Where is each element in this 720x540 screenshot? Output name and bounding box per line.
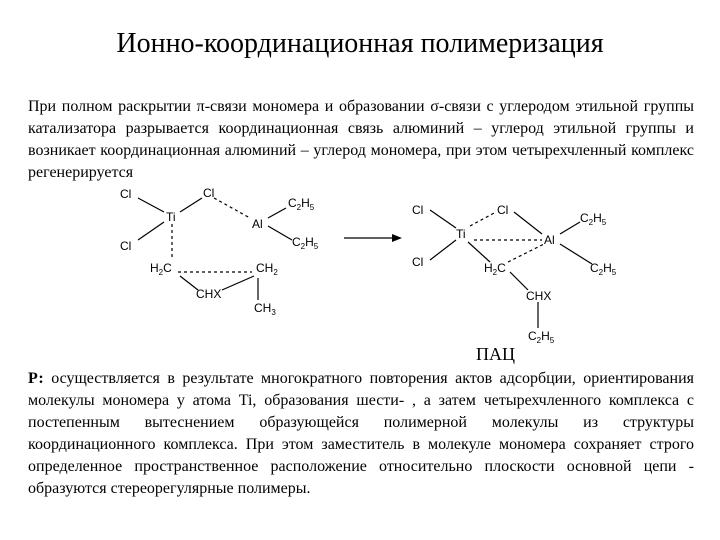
intro-paragraph: При полном раскрытии π-связи мономера и образовании σ-связи с углеродом этильной группы катализатора разрывается координационная связь алюминий – углерод этильной группы и возникает координационная алюминий – углерод мономера, при этом четырехчленный комплекс регенерируется: [28, 98, 694, 181]
bond-al-c2h5-right: [560, 244, 592, 264]
slide-title: Ионно-координационная полимеризация: [116, 28, 604, 59]
left-cl-top-left: Cl: [120, 187, 132, 201]
left-complex: [138, 198, 292, 300]
bond-cl-ti: [138, 198, 164, 212]
complex-caption: ПАЦ: [476, 344, 515, 364]
coord-bond-ti-cl: [470, 212, 496, 226]
note-label: Р:: [28, 370, 44, 387]
left-chx: CHX: [196, 287, 222, 301]
bond-cl-al: [514, 212, 542, 234]
left-al: Al: [252, 217, 263, 231]
coord-bond-cl-al: [214, 198, 250, 218]
left-ch3: $CH_3$: [254, 301, 276, 317]
reaction-arrow: [344, 234, 402, 242]
bond-cl-ti: [430, 210, 456, 228]
bond-ti-cl: [180, 198, 202, 212]
note-paragraph: [28, 368, 694, 500]
bond-cl-ti-lower: [138, 222, 164, 240]
coord-bond-h2c-al: [508, 244, 544, 262]
bond-al-c2h5-top: [560, 222, 580, 234]
right-al: Al: [544, 233, 555, 247]
left-cl-top: Cl: [203, 186, 215, 200]
bond-chx-ch2: [222, 276, 254, 290]
left-c2h5-top: $C_2H_5$: [288, 196, 315, 212]
bond-cl-ti-lower: [430, 240, 456, 260]
right-chx: CHX: [526, 289, 552, 303]
right-h2c: $H_2C$: [484, 261, 506, 277]
right-cl-bottom: Cl: [412, 255, 424, 269]
bond-h2c-chx: [510, 272, 528, 290]
left-cl-bottom: Cl: [120, 239, 132, 253]
right-cl-top-left: Cl: [412, 203, 424, 217]
note-text: осуществляется в результате многократного повторения актов адсорбции, ориентирования молекулы мономера у атома Ti, образования шести- , а затем четырехчленного комплекса с постепенным вытеснением образующейся полимерной молекулы из структуры координационного комплекса. При этом заместитель в молекуле мономера сохраняет строго определенное пространственное расположение относительно плоскости основной цепи - образуются стереорегулярные полимеры.: [28, 370, 694, 497]
left-ch2: $CH_2$: [256, 261, 278, 277]
right-cl-top: Cl: [497, 203, 509, 217]
right-c2h5-right: $C_2H_5$: [590, 261, 617, 277]
bond-ti-h2c: [468, 242, 490, 262]
right-ti: Ti: [456, 227, 466, 241]
right-c2h5-top: $C_2H_5$: [580, 211, 607, 227]
left-ti: Ti: [166, 210, 176, 224]
left-h2c: $H_2C$: [150, 261, 172, 277]
right-c2h5-bottom: $C_2H_5$: [528, 329, 555, 345]
left-c2h5-bottom: $C_2H_5$: [292, 235, 319, 251]
bond-al-c2h5-bottom: [268, 226, 292, 240]
right-complex: [430, 210, 592, 328]
bond-al-c2h5-top: [268, 208, 286, 218]
